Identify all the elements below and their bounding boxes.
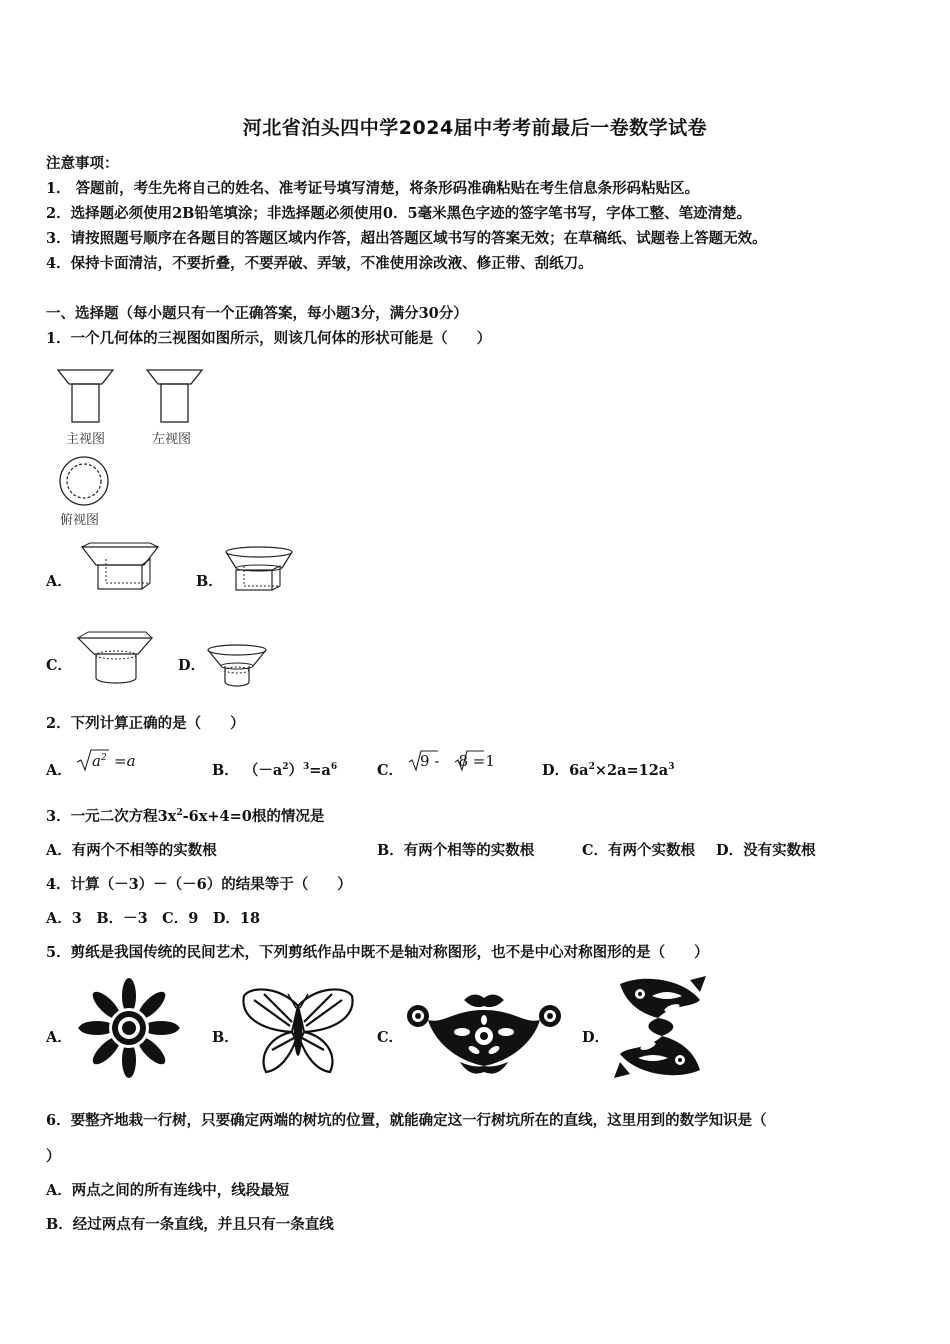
papercut-flower-figure	[74, 976, 184, 1080]
notice-heading: 注意事项：	[46, 155, 119, 172]
section-heading: 一、选择题（每小题只有一个正确答案，每小题3分，满分30分）	[46, 305, 468, 322]
notice-item: 4．保持卡面清洁，不要折叠，不要弄破、弄皱，不准使用涂改液、修正带、刮纸刀。	[46, 255, 593, 272]
option-c-label: C．	[377, 1029, 404, 1046]
question-3: 3．一元二次方程$3x^2-6x+4=0$根的情况是	[46, 808, 325, 825]
question-6-continued: ）	[46, 1148, 61, 1165]
option-c-figure	[76, 630, 158, 686]
papercut-scroll-figure	[404, 990, 564, 1080]
notice-item: 2．选择题必须使用2B铅笔填涂；非选择题必须使用0．5毫米黑色字迹的签字笔书写，字体工整、笔迹清楚。	[46, 205, 752, 222]
question-6: 6．要整齐地栽一行树，只要确定两端的树坑的位置，就能确定这一行树坑所在的直线，这里用到的数学知识是（	[46, 1112, 767, 1129]
papercut-fish-figure	[612, 974, 708, 1080]
option-b-label: B．	[196, 573, 223, 590]
side-view-figure	[147, 368, 207, 424]
view-label: 主视图	[66, 432, 106, 447]
option-a: A．两点之间的所有连线中，线段最短	[46, 1182, 290, 1199]
option-a: A．有两个不相等的实数根	[46, 842, 217, 859]
question-1: 1．一个几何体的三视图如图所示，则该几何体的形状可能是（ ）	[46, 330, 492, 347]
option-d-label: D．	[178, 657, 206, 674]
option-c-expr: 9 - 8 =1	[420, 752, 495, 770]
page-title: 河北省泊头四中学2024届中考考前最后一卷数学试卷	[242, 117, 708, 139]
option-a-figure	[80, 543, 162, 593]
option-d: D．$6a^2\times 2a=12a^3$	[542, 762, 675, 779]
option-b: B．有两个相等的实数根	[377, 842, 535, 859]
option-c-label: C．	[46, 657, 73, 674]
option-b: B．经过两点有一条直线，并且只有一条直线	[46, 1216, 334, 1233]
question-4-options: A．3 B．－3 C．9 D．18	[46, 910, 261, 927]
front-view-figure	[58, 368, 118, 424]
view-label: 俯视图	[60, 513, 100, 528]
option-a-result: =a	[114, 752, 136, 770]
option-d-label: D．	[582, 1029, 610, 1046]
question-2: 2．下列计算正确的是（ ）	[46, 715, 245, 732]
option-a-label: A．	[46, 573, 72, 590]
option-b-label: B．	[212, 1029, 239, 1046]
option-c-label: C．	[377, 762, 404, 779]
option-c: C．有两个实数根	[582, 842, 696, 859]
option-d-figure	[207, 644, 271, 690]
option-a-radicand: $a^2$	[92, 752, 107, 770]
notice-item: 3．请按照题号顺序在各题目的答题区域内作答，超出答题区域书写的答案无效；在草稿纸、试题卷上答题无效。	[46, 230, 767, 247]
papercut-butterfly-figure	[240, 986, 356, 1078]
question-4: 4．计算（－3）－（－6）的结果等于（ ）	[46, 876, 352, 893]
question-5: 5．剪纸是我国传统的民间艺术，下列剪纸作品中既不是轴对称图形，也不是中心对称图形的是（ ）	[46, 944, 709, 961]
top-view-figure	[58, 455, 112, 509]
option-b-figure	[225, 546, 297, 596]
option-a-label: A．	[46, 1029, 72, 1046]
view-label: 左视图	[152, 432, 192, 447]
option-a-label: A．	[46, 762, 72, 779]
option-d: D．没有实数根	[716, 842, 816, 859]
notice-item: 1． 答题前，考生先将自己的姓名、准考证号填写清楚，将条形码准确粘贴在考生信息条形码粘贴区。	[46, 180, 700, 197]
option-b: B． $(-a^2)^3=a^6$	[212, 762, 338, 779]
